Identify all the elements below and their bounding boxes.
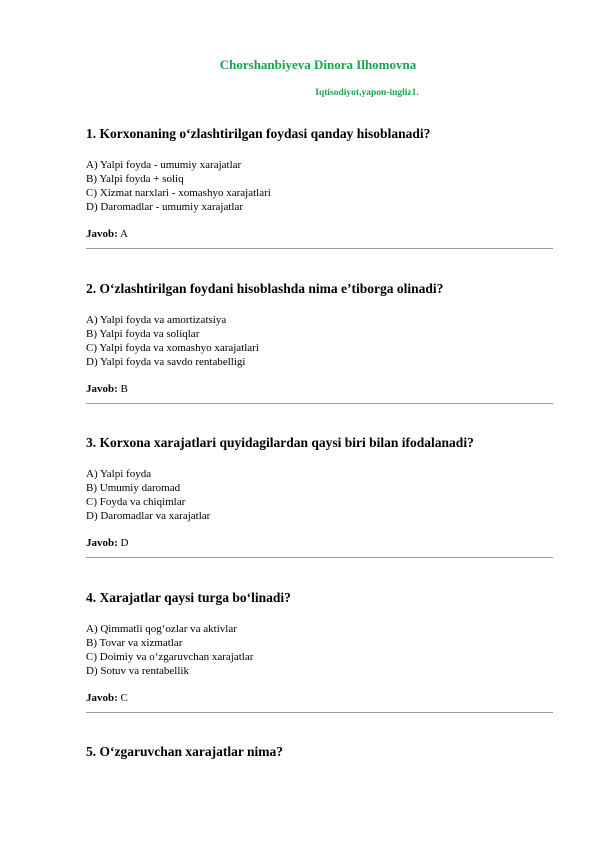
group-subtitle: Iqtisodiyot,yapon-ingliz1.: [315, 88, 419, 98]
question-4: [86, 590, 556, 713]
answer-line: [86, 382, 556, 396]
answer-label: Javob:: [86, 537, 118, 549]
question-2: [86, 281, 556, 404]
question-title: 5. O‘zgaruvchan xarajatlar nima?: [86, 744, 283, 759]
divider-line: [86, 248, 553, 249]
option-a: A) Yalpi foyda: [86, 468, 152, 480]
option-a: A) Yalpi foyda va amortizatsiya: [86, 314, 227, 326]
options-list: [86, 158, 556, 214]
option-c: C) Xizmat narxlari - xomashyo xarajatlari: [86, 187, 271, 199]
answer-value: D: [120, 537, 129, 549]
answer-label: Javob:: [86, 383, 118, 395]
answer-label: Javob:: [86, 692, 118, 704]
divider-line: [86, 557, 553, 558]
options-list: [86, 313, 556, 369]
divider-line: [86, 712, 553, 713]
option-a: A) Qimmatli qog‘ozlar va aktivlar: [86, 623, 237, 635]
option-d: D) Daromadlar - umumiy xarajatlar: [86, 201, 243, 213]
option-c: C) Doimiy va o‘zgaruvchan xarajatlar: [86, 651, 254, 663]
answer-value: B: [120, 383, 128, 395]
question-3: [86, 435, 556, 558]
option-d: D) Daromadlar va xarajatlar: [86, 510, 211, 522]
option-b: B) Yalpi foyda + soliq: [86, 173, 184, 185]
question-title: 4. Xarajatlar qaysi turga bo‘linadi?: [86, 590, 291, 605]
question-5: [86, 744, 556, 766]
question-title: 3. Korxona xarajatlari quyidagilardan qaysi biri bilan ifodalanadi?: [86, 435, 474, 450]
option-b: B) Umumiy daromad: [86, 482, 181, 494]
option-c: C) Foyda va chiqimlar: [86, 496, 186, 508]
answer-line: [86, 691, 556, 705]
option-c: C) Yalpi foyda va xomashyo xarajatlari: [86, 342, 259, 354]
divider-line: [86, 403, 553, 404]
option-d: D) Yalpi foyda va savdo rentabelligi: [86, 356, 246, 368]
author-name: Chorshanbiyeva Dinora Ilhomovna: [219, 57, 417, 72]
answer-line: [86, 536, 556, 550]
option-a: A) Yalpi foyda - umumiy xarajatlar: [86, 159, 242, 171]
option-d: D) Sotuv va rentabellik: [86, 665, 189, 677]
options-list: [86, 622, 556, 678]
question-title: 2. O‘zlashtirilgan foydani hisoblashda nima e’tiborga olinadi?: [86, 281, 444, 296]
question-title: 1. Korxonaning o‘zlashtirilgan foydasi qanday hisoblanadi?: [86, 126, 431, 141]
answer-value: C: [120, 692, 128, 704]
answer-line: [86, 227, 556, 241]
option-b: B) Tovar va xizmatlar: [86, 637, 183, 649]
answer-value: A: [119, 228, 128, 240]
question-1: [86, 126, 556, 249]
answer-label: Javob:: [86, 228, 118, 240]
options-list: [86, 467, 556, 523]
option-b: B) Yalpi foyda va soliqlar: [86, 328, 200, 340]
